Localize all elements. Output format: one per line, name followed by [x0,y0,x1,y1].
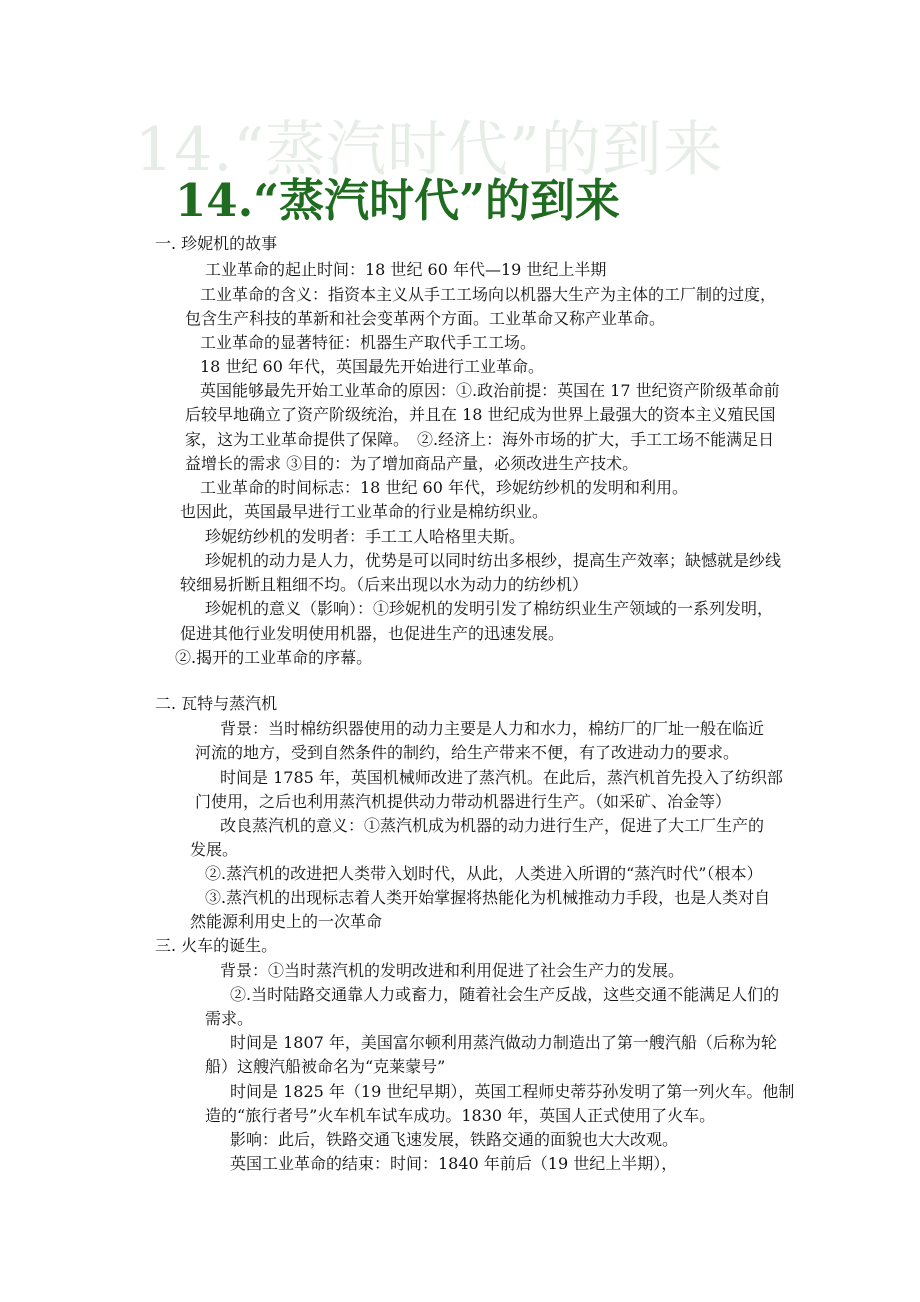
section-heading-2: 二. 瓦特与蒸汽机 [155,694,278,713]
text-line: 工业革命的起止时间：18 世纪 60 年代—19 世纪上半期 [205,260,607,279]
text-line: 也因此，英国最早进行工业革命的行业是棉纺织业。 [180,502,549,521]
title-shadow: 14.“蒸汽时代”的到来 [135,115,724,185]
text-line: 珍妮机的动力是人力，优势是可以同时纺出多根纱，提高生产效率；缺憾就是纱线 [205,551,782,570]
text-line: 包含生产科技的革新和社会变革两个方面。工业革命又称产业革命。 [185,309,666,328]
text-line: 背景：①当时蒸汽机的发明改进和利用促进了社会生产力的发展。 [220,961,685,980]
text-line: 时间是 1807 年，美国富尔顿利用蒸汽做动力制造出了第一艘汽船（后称为轮 [230,1033,777,1052]
text-line: 英国能够最先开始工业革命的原因：①.政治前提：英国在 17 世纪资产阶级革命前 [200,381,780,400]
section-heading-3: 三. 火车的诞生。 [155,936,278,955]
text-line: ③.蒸汽机的出现标志着人类开始掌握将热能化为机械推动力手段，也是人类对自 [205,888,771,907]
text-line: ②.蒸汽机的改进把人类带入划时代，从此，人类进入所谓的“蒸汽时代”（根本） [205,864,763,883]
text-line: 船）这艘汽船被命名为“克莱蒙号” [205,1057,446,1076]
text-line: 门使用，之后也利用蒸汽机提供动力带动机器进行生产。（如采矿、冶金等） [195,792,732,811]
text-line: 背景：当时棉纺织器使用的动力主要是人力和水力，棉纺厂的厂址一般在临近 [220,719,765,738]
text-line: 家，这为工业革命提供了保障。 ②.经济上：海外市场的扩大，手工工场不能满足日 [185,430,775,449]
text-line: 时间是 1825 年（19 世纪早期），英国工程师史蒂芬孙发明了第一列火车。他制 [230,1082,795,1101]
text-line: 18 世纪 60 年代，英国最先开始进行工业革命。 [200,357,544,376]
text-line: 珍妮纺纱机的发明者：手工工人哈格里夫斯。 [205,527,526,546]
text-line: 然能源利用史上的一次革命 [190,912,383,931]
text-line: 工业革命的含义：指资本主义从手工工场向以机器大生产为主体的工厂制的过度， [200,285,777,304]
text-line: 需求。 [205,1009,254,1028]
text-line: 工业革命的时间标志：18 世纪 60 年代，珍妮纺纱机的发明和利用。 [200,478,688,497]
text-line: 工业革命的显著特征：机器生产取代手工工场。 [200,333,537,352]
page-title: 14.“蒸汽时代”的到来 [175,174,621,227]
text-line: 珍妮机的意义（影响）：①珍妮机的发明引发了棉纺织业生产领域的一系列发明， [205,599,774,618]
text-line: 改良蒸汽机的意义：①蒸汽机成为机器的动力进行生产，促进了大工厂生产的 [220,816,765,835]
text-line: 影响：此后，铁路交通飞速发展，铁路交通的面貌也大大改观。 [230,1130,679,1149]
text-line: 英国工业革命的结束：时间：1840 年前后（19 世纪上半期）， [230,1154,678,1173]
text-line: 造的“旅行者号”火车机车试车成功。1830 年，英国人正式使用了火车。 [205,1106,716,1125]
text-line: 较细易折断且粗细不均。（后来出现以水为动力的纺纱机） [180,575,589,594]
text-line: 时间是 1785 年，英国机械师改进了蒸汽机。在此后，蒸汽机首先投入了纺织部 [220,768,783,787]
text-line: 促进其他行业发明使用机器，也促进生产的迅速发展。 [180,624,565,643]
text-line: 发展。 [190,840,239,859]
section-heading-1: 一. 珍妮机的故事 [155,234,278,253]
text-line: ②.揭开的工业革命的序幕。 [175,648,373,667]
text-line: 益增长的需求 ③目的：为了增加商品产量，必须改进生产技术。 [185,454,639,473]
text-line: 后较早地确立了资产阶级统治，并且在 18 世纪成为世界上最强大的资本主义殖民国 [185,405,776,424]
text-line: 河流的地方，受到自然条件的制约，给生产带来不便，有了改进动力的要求。 [195,743,740,762]
text-line: ②.当时陆路交通靠人力或畜力，随着社会生产反战，这些交通不能满足人们的 [230,985,780,1004]
